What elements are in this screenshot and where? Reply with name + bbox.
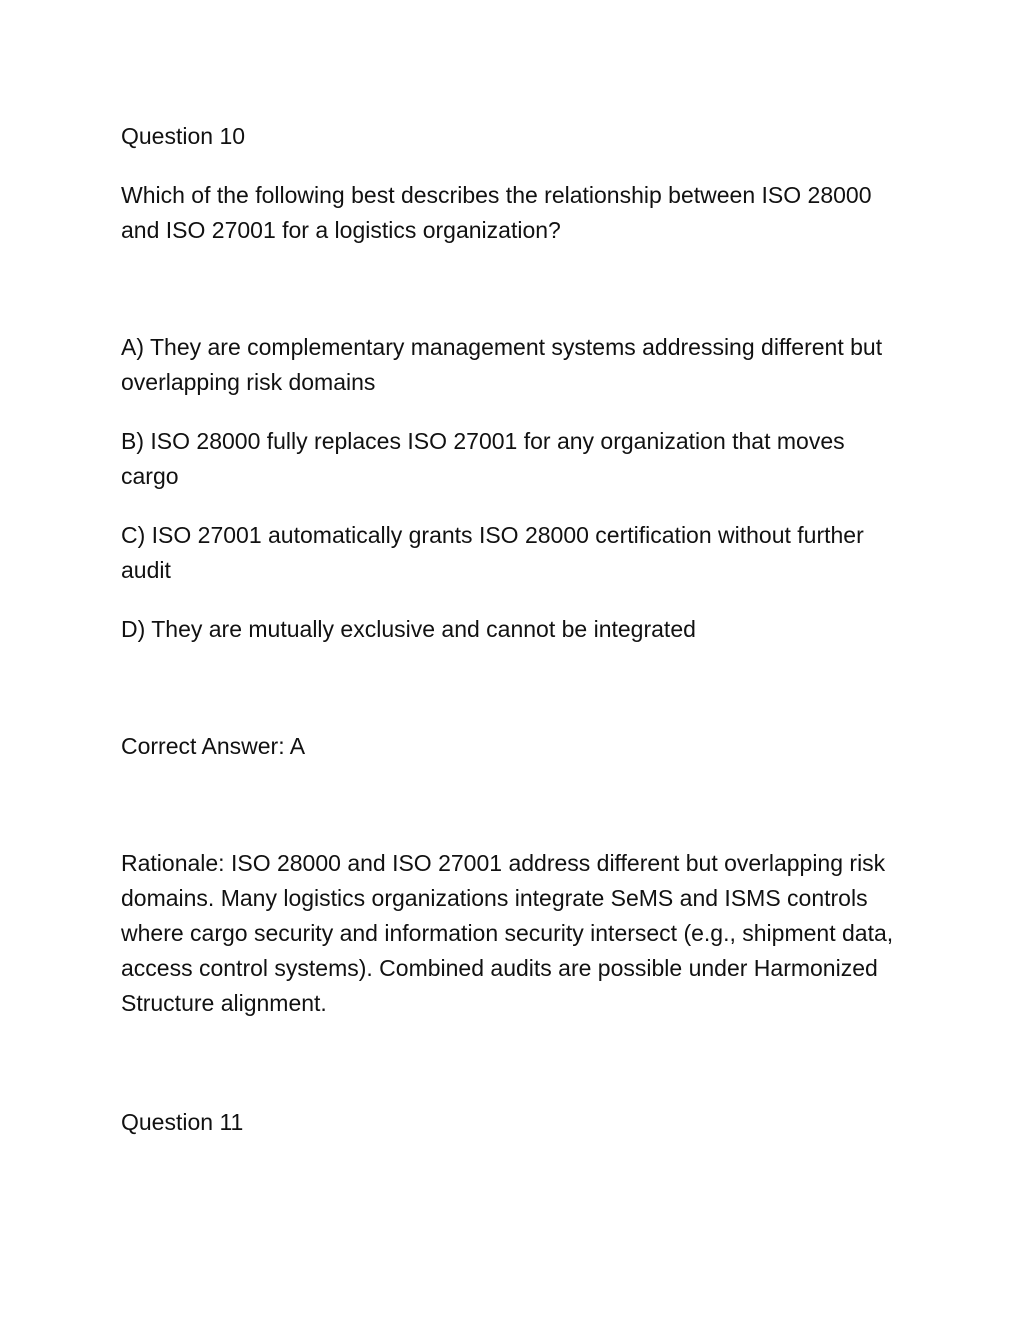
answer-option-a: A) They are complementary management systems addressing different but overlapping risk domains [121, 334, 883, 395]
answer-option-c: C) ISO 27001 automatically grants ISO 28000 certification without further audit [121, 522, 864, 583]
question-10-prompt: Which of the following best describes the relationship between ISO 28000 and ISO 27001 for a logistics organization? [121, 182, 872, 243]
rationale-text: Rationale: ISO 28000 and ISO 27001 address different but overlapping risk domains. Many logistics organizations integrate SeMS and ISMS controls where cargo security and information security intersect (e.g., shipment data, access control systems). Combined audits are possible under Harmonized Structure alignment. [121, 850, 894, 1016]
answer-option-b: B) ISO 28000 fully replaces ISO 27001 for any organization that moves cargo [121, 428, 845, 489]
answer-option-d: D) They are mutually exclusive and cannot be integrated [121, 616, 696, 642]
question-11-title: Question 11 [121, 1109, 244, 1135]
question-10-title: Question 10 [121, 123, 246, 149]
correct-answer: Correct Answer: A [121, 733, 306, 759]
